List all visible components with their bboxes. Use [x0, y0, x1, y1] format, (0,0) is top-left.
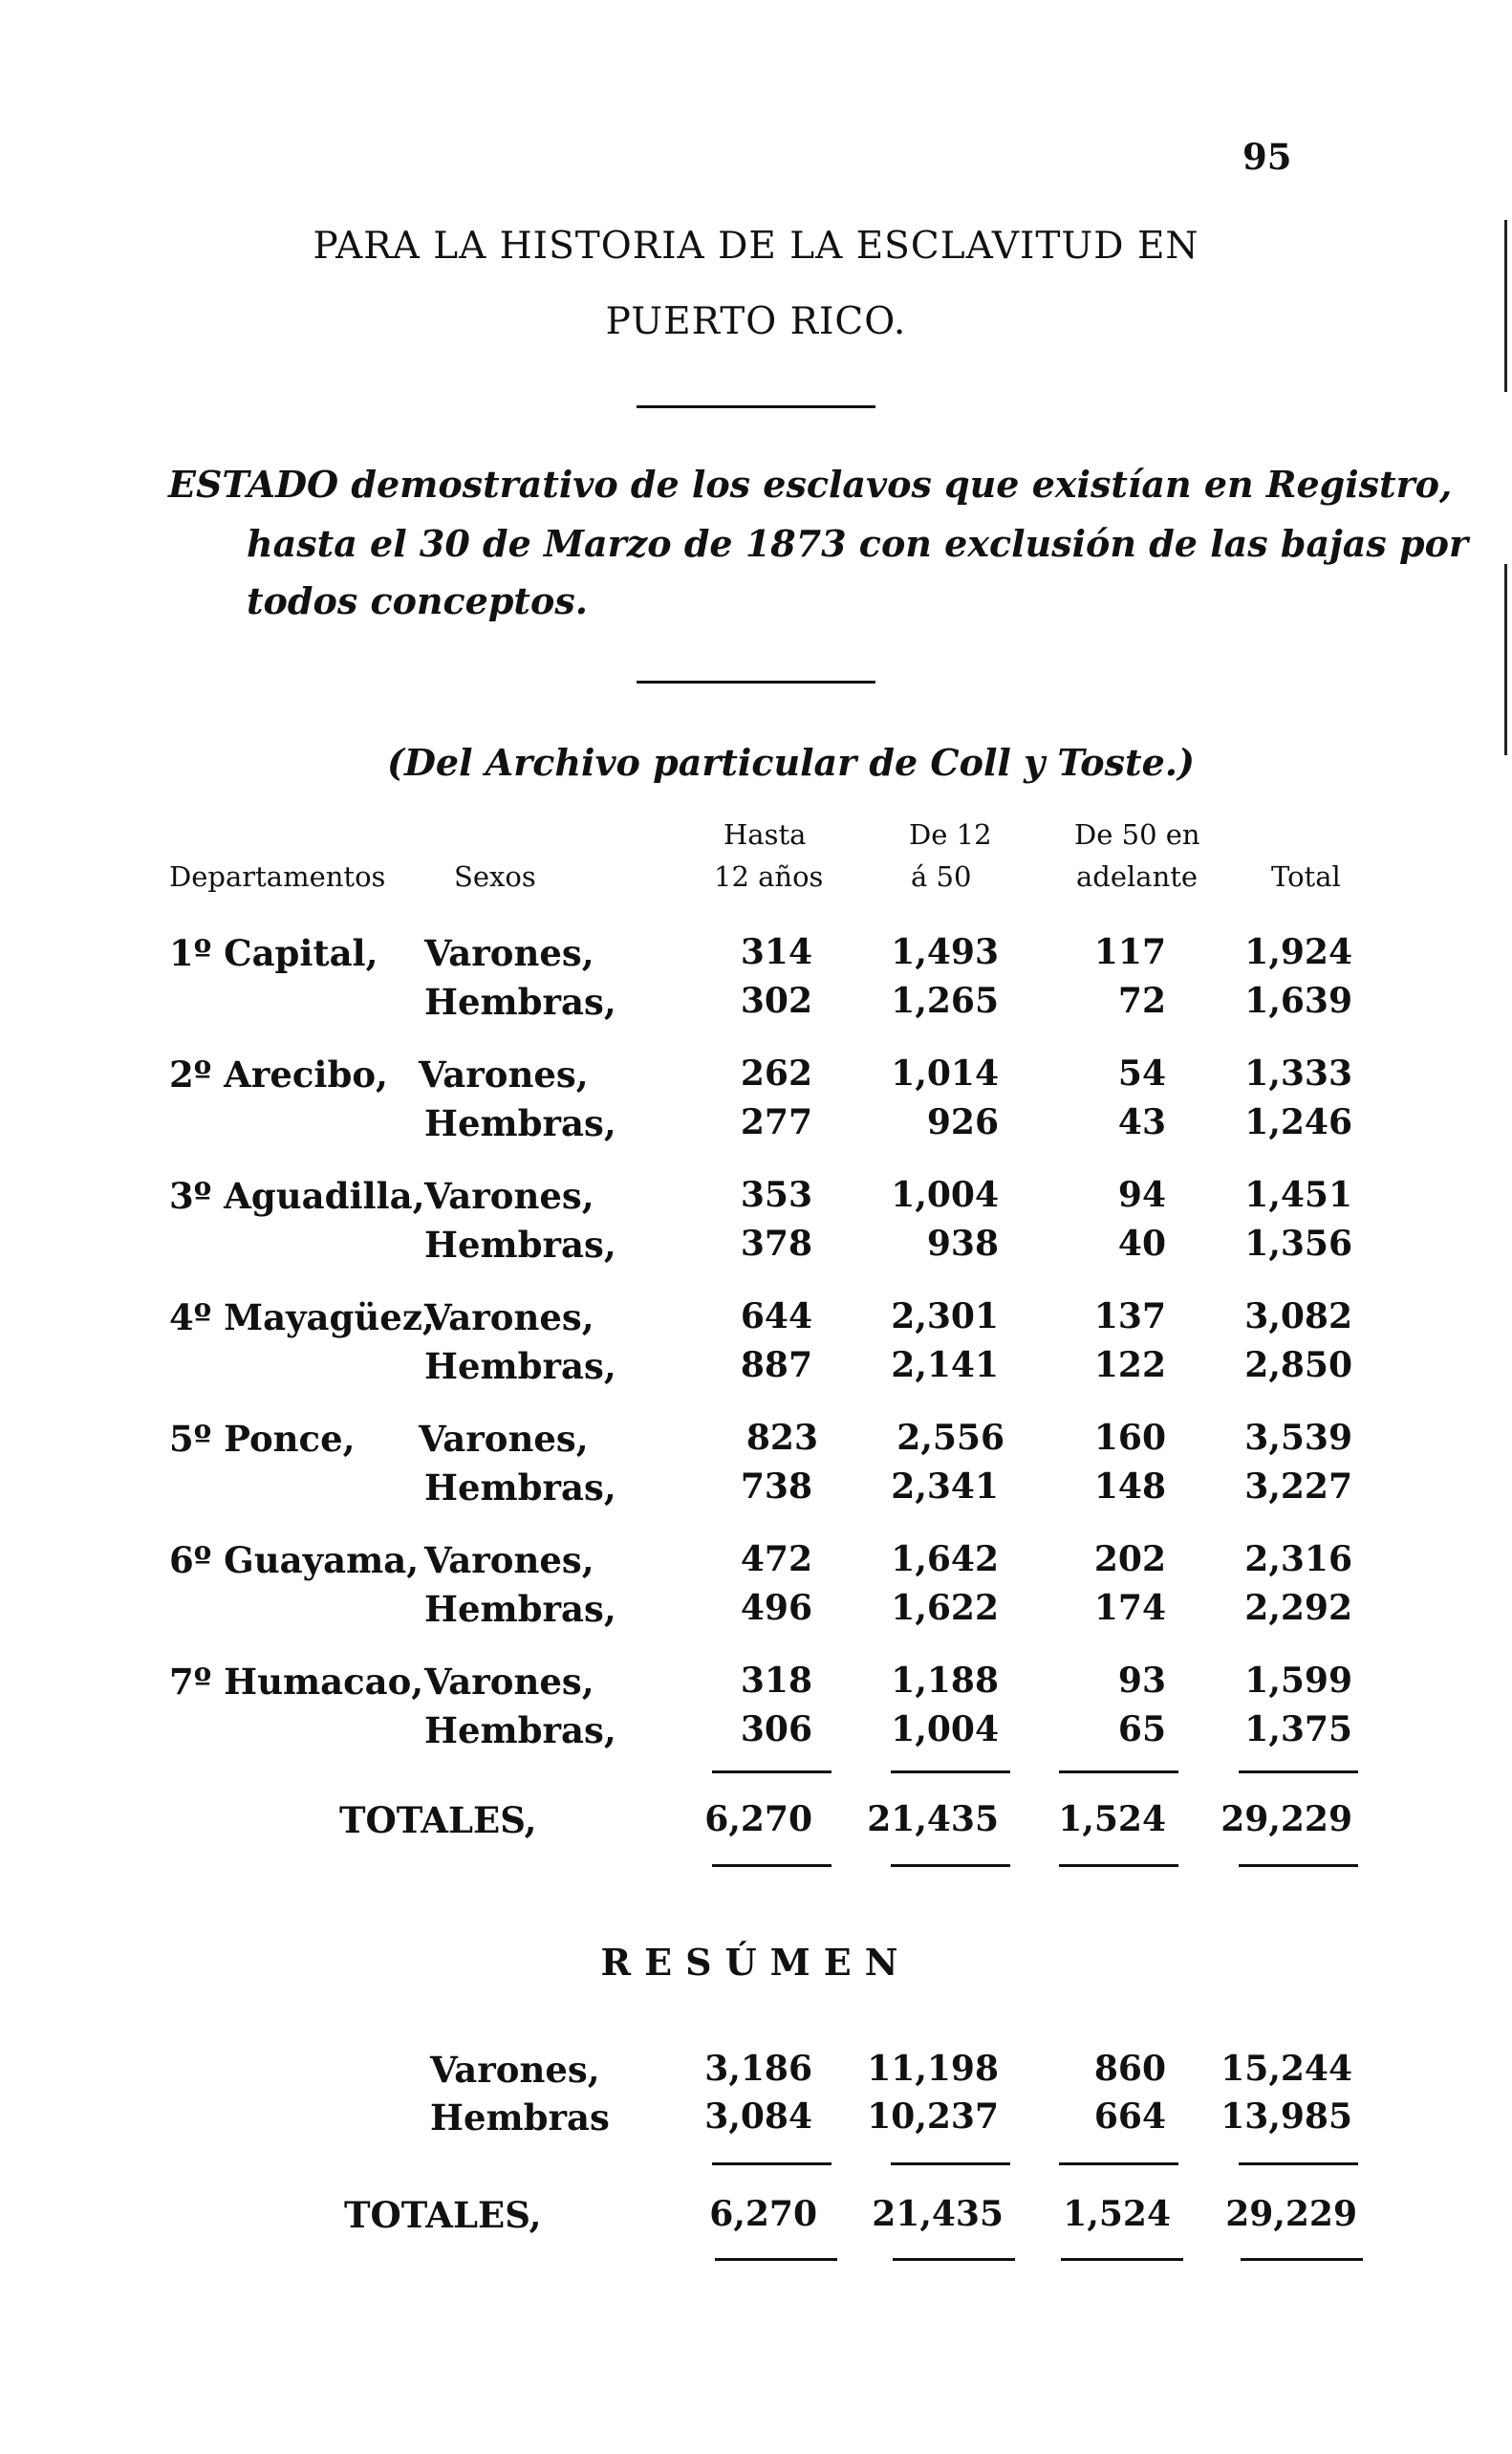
header-de50-1: De 50 en: [1074, 818, 1200, 851]
resumen-total-12-50: 21,435: [872, 2194, 1004, 2234]
estado-line-3: todos conceptos.: [247, 579, 588, 622]
cell-12-50: 2,341: [891, 1466, 999, 1507]
cell-total: 3,227: [1244, 1466, 1352, 1507]
source-note: (Del Archivo particular de Coll y Toste.): [387, 741, 1195, 784]
cell-12-50: 1,004: [891, 1709, 999, 1749]
cell-50-plus: 72: [1117, 981, 1166, 1021]
cell-total: 1,356: [1244, 1224, 1352, 1264]
cell-12-50: 1,622: [891, 1588, 999, 1628]
dept-label: 4º Mayagüez,: [169, 1296, 435, 1338]
cell-50-plus: 54: [1117, 1053, 1166, 1094]
sex-label: Hembras,: [424, 1345, 616, 1387]
sum-rule: [1239, 1864, 1358, 1867]
cell-hasta-12: 302: [740, 981, 812, 1021]
sum-rule: [1239, 1770, 1358, 1773]
scan-edge-mark: [1504, 220, 1507, 392]
resumen-cell-total: 13,985: [1220, 2096, 1352, 2137]
estado-divider: [637, 681, 875, 684]
sex-label: Varones,: [424, 1296, 594, 1338]
cell-50-plus: 122: [1093, 1345, 1166, 1385]
cell-hasta-12: 262: [740, 1053, 812, 1094]
cell-total: 1,924: [1244, 932, 1352, 972]
cell-total: 1,451: [1244, 1175, 1352, 1215]
sum-rule: [715, 2258, 837, 2261]
title-line-1: PARA LA HISTORIA DE LA ESCLAVITUD EN: [313, 225, 1199, 268]
sum-rule: [1239, 2162, 1358, 2165]
cell-50-plus: 202: [1093, 1539, 1166, 1579]
title-line-2: PUERTO RICO.: [605, 300, 907, 343]
resumen-cell-50-plus: 664: [1093, 2096, 1166, 2137]
cell-hasta-12: 277: [740, 1102, 812, 1142]
sex-label: Hembras,: [424, 1224, 616, 1266]
dept-label: 5º Ponce,: [169, 1418, 356, 1460]
sum-rule: [712, 1770, 832, 1773]
cell-total: 2,316: [1244, 1539, 1352, 1579]
cell-total: 3,539: [1244, 1418, 1352, 1458]
header-hasta-2: 12 años: [714, 860, 824, 893]
sum-rule: [1241, 2258, 1363, 2261]
resumen-cell-12-50: 11,198: [867, 2049, 999, 2089]
header-total: Total: [1271, 860, 1341, 893]
header-de50-2: adelante: [1076, 860, 1199, 893]
cell-hasta-12: 306: [740, 1709, 812, 1749]
sum-rule: [712, 2162, 832, 2165]
cell-total: 2,850: [1244, 1345, 1352, 1385]
cell-hasta-12: 823: [745, 1418, 818, 1458]
estado-line-2: hasta el 30 de Marzo de 1873 con exclusión de las bajas por: [247, 522, 1468, 565]
cell-12-50: 1,004: [891, 1175, 999, 1215]
cell-12-50: 1,493: [891, 932, 999, 972]
cell-total: 3,082: [1244, 1296, 1352, 1336]
sex-label: Varones,: [424, 932, 594, 974]
sum-rule: [891, 1770, 1010, 1773]
cell-hasta-12: 314: [740, 932, 812, 972]
cell-12-50: 2,556: [896, 1418, 1004, 1458]
total-50-plus: 1,524: [1058, 1799, 1166, 1839]
cell-12-50: 1,188: [891, 1661, 999, 1701]
dept-label: 6º Guayama,: [169, 1539, 420, 1581]
dept-label: 1º Capital,: [169, 932, 378, 974]
sex-label: Varones,: [419, 1418, 589, 1460]
header-departamentos: Departamentos: [169, 860, 386, 893]
cell-12-50: 1,642: [891, 1539, 999, 1579]
cell-12-50: 938: [926, 1224, 999, 1264]
sex-label: Hembras,: [424, 1588, 616, 1630]
cell-total: 1,333: [1244, 1053, 1352, 1094]
sex-label: Varones,: [424, 1539, 594, 1581]
cell-12-50: 2,141: [891, 1345, 999, 1385]
sum-rule: [712, 1864, 832, 1867]
cell-50-plus: 174: [1093, 1588, 1166, 1628]
sum-rule: [1059, 2162, 1178, 2165]
resumen-cell-total: 15,244: [1220, 2049, 1352, 2089]
cell-50-plus: 43: [1117, 1102, 1166, 1142]
cell-hasta-12: 472: [740, 1539, 812, 1579]
resumen-total-50-plus: 1,524: [1063, 2194, 1171, 2234]
cell-hasta-12: 644: [740, 1296, 812, 1336]
sum-rule: [1059, 1770, 1178, 1773]
cell-50-plus: 137: [1093, 1296, 1166, 1336]
totals-label: TOTALES,: [339, 1799, 537, 1841]
dept-label: 2º Arecibo,: [169, 1053, 388, 1096]
resumen-cell-hasta-12: 3,084: [704, 2096, 812, 2137]
cell-50-plus: 65: [1117, 1709, 1166, 1749]
cell-hasta-12: 887: [740, 1345, 812, 1385]
cell-hasta-12: 378: [740, 1224, 812, 1264]
resumen-sex-label: Varones,: [430, 2049, 600, 2091]
cell-12-50: 2,301: [891, 1296, 999, 1336]
sum-rule: [1061, 2258, 1183, 2261]
sex-label: Hembras,: [424, 1102, 616, 1144]
cell-total: 1,246: [1244, 1102, 1352, 1142]
cell-50-plus: 40: [1117, 1224, 1166, 1264]
sex-label: Hembras,: [424, 1466, 616, 1509]
sex-label: Varones,: [424, 1661, 594, 1703]
cell-50-plus: 93: [1117, 1661, 1166, 1701]
sex-label: Hembras,: [424, 1709, 616, 1751]
total-hasta-12: 6,270: [704, 1799, 812, 1839]
sex-label: Varones,: [424, 1175, 594, 1217]
resumen-sex-label: Hembras: [430, 2096, 610, 2139]
cell-50-plus: 94: [1117, 1175, 1166, 1215]
header-hasta-1: Hasta: [724, 818, 807, 851]
sex-label: Hembras,: [424, 981, 616, 1023]
header-de12-2: á 50: [911, 860, 972, 893]
total-12-50: 21,435: [867, 1799, 999, 1839]
dept-label: 3º Aguadilla,: [169, 1175, 425, 1217]
cell-hasta-12: 738: [740, 1466, 812, 1507]
cell-hasta-12: 353: [740, 1175, 812, 1215]
cell-total: 1,639: [1244, 981, 1352, 1021]
estado-line-1: ESTADO demostrativo de los esclavos que existían en Registro,: [168, 463, 1453, 506]
resumen-cell-50-plus: 860: [1093, 2049, 1166, 2089]
resumen-title: RESÚMEN: [600, 1941, 912, 1984]
total-grand: 29,229: [1220, 1799, 1352, 1839]
cell-12-50: 926: [926, 1102, 999, 1142]
sum-rule: [891, 2162, 1010, 2165]
sum-rule: [893, 2258, 1015, 2261]
cell-total: 1,599: [1244, 1661, 1352, 1701]
resumen-totals-label: TOTALES,: [344, 2194, 542, 2236]
cell-50-plus: 148: [1093, 1466, 1166, 1507]
cell-hasta-12: 318: [740, 1661, 812, 1701]
cell-50-plus: 117: [1093, 932, 1166, 972]
title-divider: [637, 405, 875, 408]
sum-rule: [1059, 1864, 1178, 1867]
page-number: 95: [1242, 136, 1292, 178]
header-sexos: Sexos: [454, 860, 536, 893]
cell-hasta-12: 496: [740, 1588, 812, 1628]
resumen-total-hasta-12: 6,270: [709, 2194, 817, 2234]
cell-12-50: 1,014: [891, 1053, 999, 1094]
resumen-cell-hasta-12: 3,186: [704, 2049, 812, 2089]
sex-label: Varones,: [419, 1053, 589, 1096]
resumen-total-grand: 29,229: [1225, 2194, 1357, 2234]
cell-12-50: 1,265: [891, 981, 999, 1021]
sum-rule: [891, 1864, 1010, 1867]
header-de12-1: De 12: [909, 818, 992, 851]
resumen-cell-12-50: 10,237: [867, 2096, 999, 2137]
cell-50-plus: 160: [1093, 1418, 1166, 1458]
scan-edge-mark: [1504, 564, 1507, 755]
cell-total: 2,292: [1244, 1588, 1352, 1628]
cell-total: 1,375: [1244, 1709, 1352, 1749]
dept-label: 7º Humacao,: [169, 1661, 424, 1703]
